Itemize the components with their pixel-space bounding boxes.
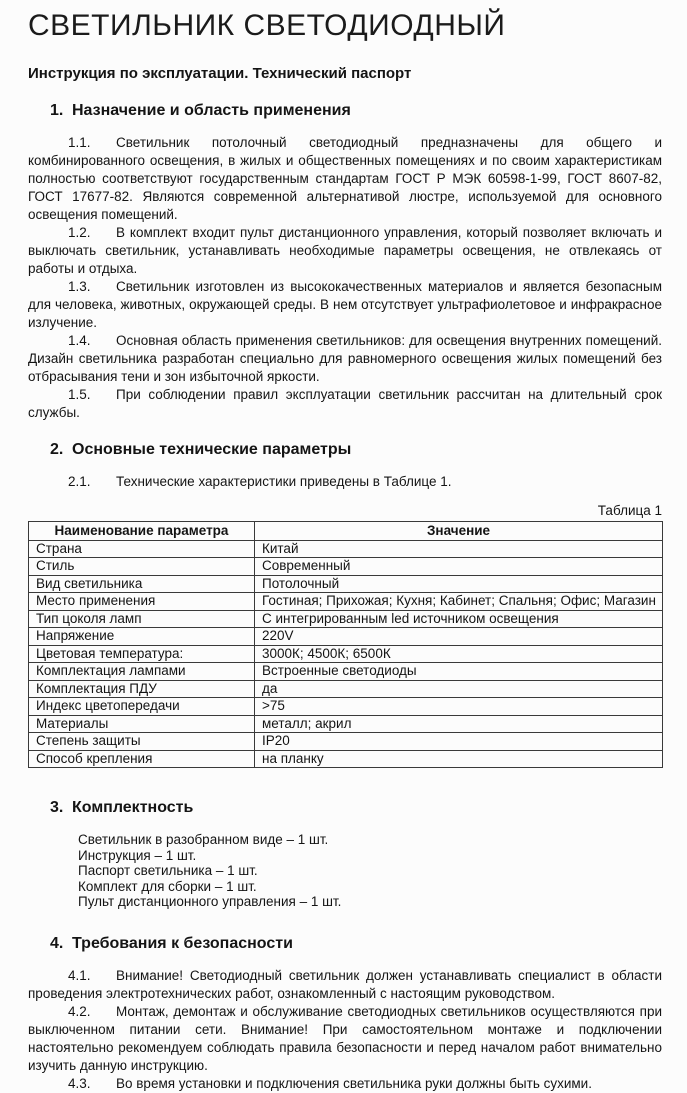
paragraph-number: 4.2. <box>68 1003 91 1019</box>
spec-table <box>28 521 663 768</box>
spec-value-cell: IP20 <box>255 733 663 751</box>
table-row <box>29 593 663 611</box>
paragraph-text: Монтаж, демонтаж и обслуживание светодиодных светильников осуществляются при выключенном питании сети. Внимание! При самостоятельном монтаже и подключении настоятельно рекомендуем соблюдать правила безопасности и перед началом работ внимательно изучить данную инструкцию. <box>28 1003 662 1073</box>
paragraph-number: 1.4. <box>68 333 91 348</box>
paragraph-number: 4.3. <box>68 1075 91 1091</box>
spec-name-cell: Комплектация лампами <box>29 663 255 681</box>
section-number: 4. <box>50 934 64 952</box>
paragraph-1-4 <box>28 332 662 386</box>
paragraph-text: Светильник потолочный светодиодный предназначены для общего и комбинированного освещения, в жилых и общественных помещениях и по своим характеристикам полностью соответствуют государственным стандартам ГОСТ Р МЭК 60598-1-99, ГОСТ 8607-82, ГОСТ 17677-82. Являются современной альтернативой люстре, используемой для основного освещения помещений. <box>28 135 662 222</box>
spec-value-cell: 220V <box>255 628 663 646</box>
kit-list <box>78 832 662 910</box>
table-header-row <box>29 522 663 541</box>
spec-value-cell: Потолочный <box>255 575 663 593</box>
paragraph-number: 1.5. <box>68 387 91 402</box>
paragraph-4-1 <box>28 967 662 1003</box>
spec-value-cell: Современный <box>255 558 663 576</box>
table-row <box>29 663 663 681</box>
table-row <box>29 540 663 558</box>
spec-name-cell: Материалы <box>29 715 255 733</box>
spec-name-cell: Место применения <box>29 593 255 611</box>
kit-item: Комплект для сборки – 1 шт. <box>78 878 257 894</box>
paragraph-1-5 <box>28 386 662 422</box>
paragraph-1-3 <box>28 278 662 332</box>
spec-value-cell: >75 <box>255 698 663 716</box>
spec-value-cell: на планку <box>255 750 663 768</box>
table-row <box>29 715 663 733</box>
spec-name-cell: Вид светильника <box>29 575 255 593</box>
paragraph-number: 4.1. <box>68 967 91 983</box>
spec-name-cell: Цветовая температура: <box>29 645 255 663</box>
table-header-value: Значение <box>255 522 663 541</box>
table-row <box>29 750 663 768</box>
paragraph-2-1 <box>28 473 662 491</box>
section-2-heading <box>50 440 662 460</box>
table-row <box>29 628 663 646</box>
paragraph-4-3 <box>28 1075 662 1093</box>
paragraph-text: Основная область применения светильников: для освещения внутренних помещений. Дизайн светильника разработан специально для равномерного освещения жилых помещений без отбрасывания тени и зон избыточной яркости. <box>28 333 662 384</box>
kit-item: Инструкция – 1 шт. <box>78 847 197 863</box>
section-title: Назначение и область применения <box>72 102 351 119</box>
paragraph-4-2 <box>28 1003 662 1075</box>
table-caption: Таблица 1 <box>597 503 662 518</box>
paragraph-1-2 <box>28 224 662 278</box>
section-title: Требования к безопасности <box>72 934 293 952</box>
table-row <box>29 610 663 628</box>
table-row <box>29 575 663 593</box>
spec-name-cell: Степень защиты <box>29 733 255 751</box>
paragraph-text: В комплект входит пульт дистанционного управления, который позволяет включать и выключать светильник, устанавливать необходимые параметры освещения, не отвлекаясь от работы и отдыха. <box>28 225 662 276</box>
spec-name-cell: Стиль <box>29 558 255 576</box>
doc-subtitle: Инструкция по эксплуатации. Технический паспорт <box>28 65 412 82</box>
paragraph-text: Внимание! Светодиодный светильник должен устанавливать специалист в области проведения электротехнических работ, ознакомленный с настоящим руководством. <box>28 967 662 1001</box>
section-title: Основные технические параметры <box>72 441 352 458</box>
spec-value-cell: Гостиная; Прихожая; Кухня; Кабинет; Спальня; Офис; Магазин <box>255 593 663 611</box>
spec-name-cell: Способ крепления <box>29 750 255 768</box>
table-row <box>29 645 663 663</box>
section-title: Комплектность <box>72 799 194 816</box>
paragraph-1-1 <box>28 134 662 224</box>
table-row <box>29 698 663 716</box>
paragraph-number: 1.1. <box>68 135 91 150</box>
spec-value-cell: 3000К; 4500К; 6500К <box>255 645 663 663</box>
spec-name-cell: Комплектация ПДУ <box>29 680 255 698</box>
kit-item: Светильник в разобранном виде – 1 шт. <box>78 832 329 847</box>
section-number: 3. <box>50 799 64 816</box>
section-number: 2. <box>50 441 64 458</box>
spec-value-cell: да <box>255 680 663 698</box>
spec-value-cell: Китай <box>255 540 663 558</box>
table-header-parameter: Наименование параметра <box>29 522 255 541</box>
spec-name-cell: Индекс цветопередачи <box>29 698 255 716</box>
spec-name-cell: Напряжение <box>29 628 255 646</box>
spec-value-cell: металл; акрил <box>255 715 663 733</box>
paragraph-text: Технические характеристики приведены в Таблице 1. <box>116 474 452 489</box>
section-3-heading <box>50 798 662 818</box>
spec-value-cell: С интегрированным led источником освещения <box>255 610 663 628</box>
table-row <box>29 558 663 576</box>
section-4-heading <box>50 934 662 954</box>
kit-item: Паспорт светильника – 1 шт. <box>78 863 258 878</box>
paragraph-text: Во время установки и подключения светильника руки должны быть сухими. <box>116 1075 592 1091</box>
paragraph-number: 1.2. <box>68 225 91 240</box>
paragraph-text: При соблюдении правил эксплуатации светильник рассчитан на длительный срок службы. <box>28 387 662 420</box>
section-1-heading <box>50 101 662 121</box>
table-row <box>29 733 663 751</box>
paragraph-text: Светильник изготовлен из высококачественных материалов и является безопасным для человека, животных, окружающей среды. В нем отсутствует ультрафиолетовое и инфракрасное излучение. <box>28 279 662 330</box>
paragraph-number: 1.3. <box>68 279 91 294</box>
doc-title: СВЕТИЛЬНИК СВЕТОДИОДНЫЙ <box>28 9 506 42</box>
table-row <box>29 680 663 698</box>
kit-item: Пульт дистанционного управления – 1 шт. <box>78 894 342 909</box>
spec-name-cell: Тип цоколя ламп <box>29 610 255 628</box>
spec-name-cell: Страна <box>29 540 255 558</box>
paragraph-number: 2.1. <box>68 474 91 489</box>
spec-value-cell: Встроенные светодиоды <box>255 663 663 681</box>
section-number: 1. <box>50 102 64 119</box>
